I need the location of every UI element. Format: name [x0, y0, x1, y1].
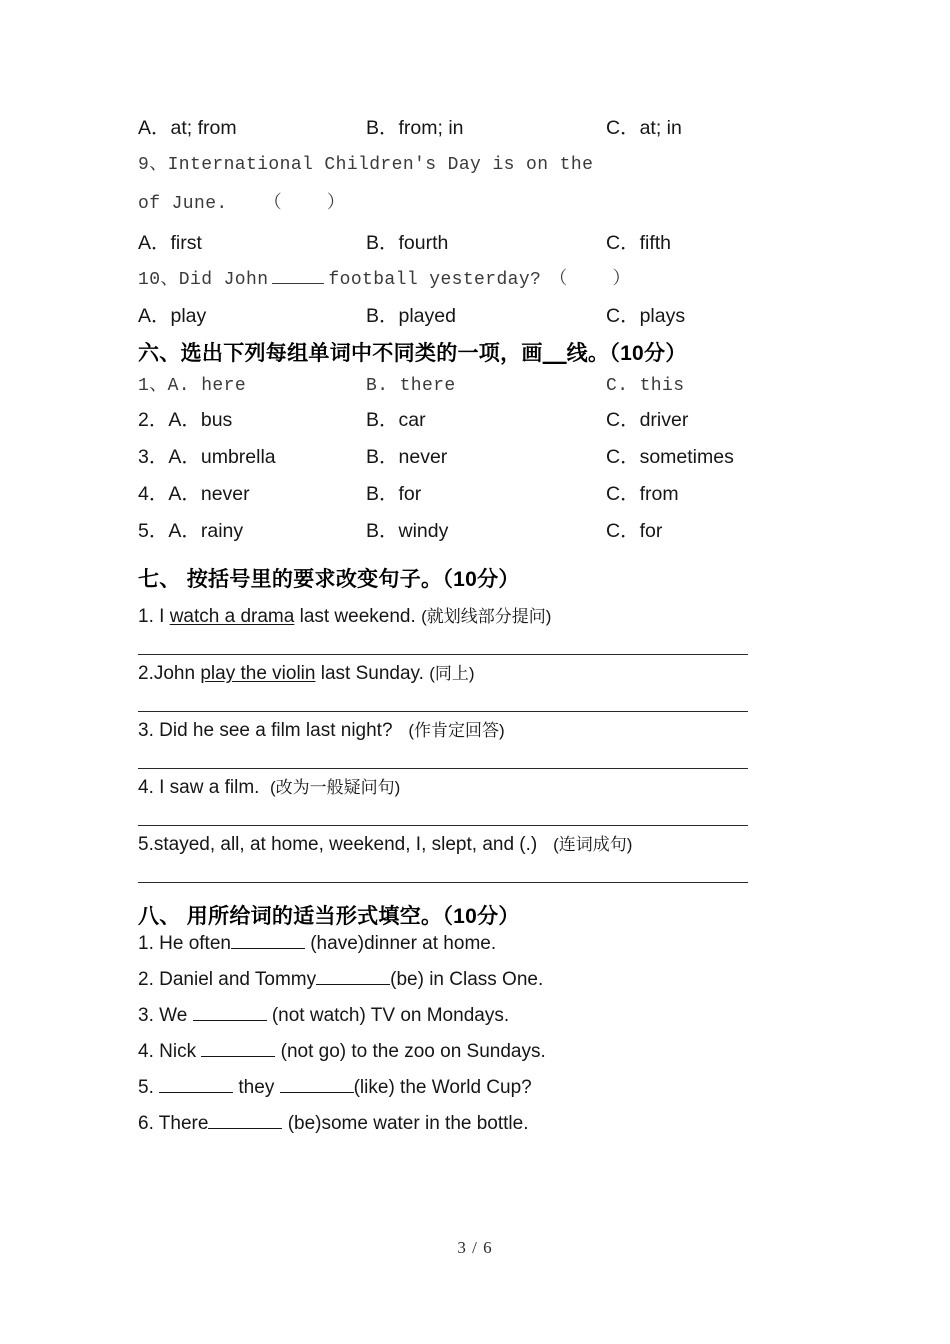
answer-line[interactable]: [138, 882, 748, 883]
section-six-heading-part1: 六、选出下列每组单词中不同类的一项，画: [138, 342, 543, 365]
item-number: 4．: [138, 483, 169, 505]
underlined-phrase: watch a drama: [169, 606, 295, 627]
option-b: B．windy: [366, 520, 449, 542]
sentence-before: I saw a film.: [159, 777, 260, 798]
section-six-row-1-a: [138, 370, 366, 396]
item-number: 5．: [138, 520, 169, 542]
option-b: B．car: [366, 409, 426, 431]
sentence-after: (like) the World Cup?: [353, 1077, 532, 1098]
instruction-note: (连词成句): [553, 835, 633, 854]
item-number: 2.: [138, 663, 154, 684]
section-seven-items: [138, 598, 814, 883]
sentence-after: (be)some water in the bottle.: [282, 1113, 529, 1134]
section-six-row-4: [138, 478, 814, 515]
section-seven-item-5: [138, 826, 814, 858]
sentence-after: (be) in Class One.: [390, 969, 544, 990]
question-10-prefix: 10、Did John: [138, 270, 269, 290]
section-six-heading-underline: __: [542, 342, 567, 365]
item-number: 5.: [138, 834, 154, 855]
option-c: C．sometimes: [606, 446, 734, 468]
item-number: 4.: [138, 777, 160, 798]
sentence-middle: they: [233, 1077, 280, 1098]
sentence-after: [393, 720, 409, 741]
section-seven-heading: 七、 按括号里的要求改变句子。（10分）: [138, 568, 520, 591]
question-9-line-2: [138, 188, 814, 227]
fill-blank[interactable]: [208, 1114, 282, 1129]
sentence-after: last weekend.: [294, 606, 422, 627]
sentence-before: 4. Nick: [138, 1041, 202, 1062]
option-b: B. there: [366, 376, 456, 396]
question-10-answer-paren: （ ）: [549, 270, 631, 290]
option-b: B．played: [366, 305, 456, 327]
option-a: A．at; from: [138, 117, 237, 139]
sentence-after: [537, 834, 553, 855]
option-c: C．from: [606, 483, 679, 505]
section-six-row-5-a: [138, 515, 366, 543]
instruction-note: (就划线部分提问): [421, 607, 552, 626]
sentence-after: [259, 777, 270, 798]
instruction-note: (作肯定回答): [408, 721, 505, 740]
sentence-before: 6. There: [138, 1113, 209, 1134]
question-10-suffix: football yesterday?: [328, 270, 542, 290]
sentence-before: Did he see a film last night?: [159, 720, 393, 741]
option-c: C．fifth: [606, 232, 672, 254]
sentence-before: 2. Daniel and Tommy: [138, 969, 317, 990]
section-seven-item-2: [138, 655, 814, 687]
sentence-after: last Sunday.: [315, 663, 430, 684]
fill-blank[interactable]: [280, 1078, 354, 1093]
option-a: A．bus: [168, 409, 233, 431]
sentence-before: 5.: [138, 1077, 160, 1098]
section-six-heading: [138, 340, 814, 368]
option-a: A．never: [168, 483, 250, 505]
option-c: C．plays: [606, 305, 686, 327]
option-b: B．fourth: [366, 232, 449, 254]
question-10-line: [138, 264, 814, 300]
option-c: C．at; in: [606, 117, 682, 139]
option-a: A．play: [138, 305, 207, 327]
option-b: B．for: [366, 483, 422, 505]
item-number: 1、: [138, 376, 168, 396]
sentence-before: 3. We: [138, 1005, 193, 1026]
sentence-before: John: [153, 663, 201, 684]
section-eight-item-1: [138, 933, 814, 969]
section-seven-item-1: [138, 598, 814, 630]
section-six-row-4-a: [138, 478, 366, 506]
sentence-after: (have)dinner at home.: [304, 933, 497, 954]
option-b: B．from; in: [366, 117, 464, 139]
section-six-row-3-a: [138, 441, 366, 469]
section-six-row-2-a: [138, 404, 366, 432]
question-10-blank: [272, 270, 324, 284]
page-number: 3 / 6: [457, 1238, 493, 1257]
option-c: C. this: [606, 376, 685, 396]
option-a: A．first: [138, 232, 202, 254]
section-eight-item-2: [138, 969, 814, 1005]
item-number: 3.: [138, 720, 160, 741]
option-a: A．umbrella: [168, 446, 276, 468]
question-9-answer-paren: （ ）: [263, 194, 346, 214]
section-eight-items: [138, 933, 814, 1149]
option-c: C．driver: [606, 409, 689, 431]
section-eight-item-5: [138, 1077, 814, 1113]
section-eight-heading: 八、 用所给词的适当形式填空。（10分）: [138, 905, 520, 928]
instruction-note: (改为一般疑问句): [270, 778, 401, 797]
fill-blank[interactable]: [159, 1078, 233, 1093]
sentence-before: I: [159, 606, 170, 627]
sentence-before: stayed, all, at home, weekend, I, slept, and (.): [153, 834, 538, 855]
section-six-row-3: [138, 441, 814, 478]
item-number: 2．: [138, 409, 169, 431]
section-six-row-2: [138, 404, 814, 441]
item-number: 3．: [138, 446, 169, 468]
page-content: [138, 112, 814, 1149]
section-six-row-5: [138, 515, 814, 552]
question-9-continuation: of June.: [138, 194, 228, 214]
section-seven-item-4: [138, 769, 814, 801]
fill-blank[interactable]: [193, 1006, 267, 1021]
section-eight-item-4: [138, 1041, 814, 1077]
option-b: B．never: [366, 446, 448, 468]
option-a: A. here: [167, 376, 247, 396]
question-9-options: [138, 227, 814, 264]
section-six-heading-part2: 线。（10分）: [566, 342, 687, 365]
fill-blank[interactable]: [231, 934, 305, 949]
option-a: A．rainy: [168, 520, 244, 542]
underlined-phrase: play the violin: [200, 663, 316, 684]
question-10-options: [138, 300, 814, 334]
section-seven-item-3: [138, 712, 814, 744]
section-six-row-1: [138, 370, 814, 404]
section-eight-item-6: [138, 1113, 814, 1149]
sentence-after: (not go) to the zoo on Sundays.: [275, 1041, 546, 1062]
item-number: 1.: [138, 606, 160, 627]
section-eight-item-3: [138, 1005, 814, 1041]
option-row-carryover: [138, 112, 814, 149]
sentence-before: 1. He often: [138, 933, 231, 954]
question-9-text: 9、International Children's Day is on the: [138, 155, 594, 175]
option-c: C．for: [606, 520, 663, 542]
question-9-line-1: [138, 149, 814, 188]
fill-blank[interactable]: [316, 970, 390, 985]
sentence-after: (not watch) TV on Mondays.: [266, 1005, 510, 1026]
fill-blank[interactable]: [201, 1042, 275, 1057]
instruction-note: (同上): [429, 664, 475, 683]
